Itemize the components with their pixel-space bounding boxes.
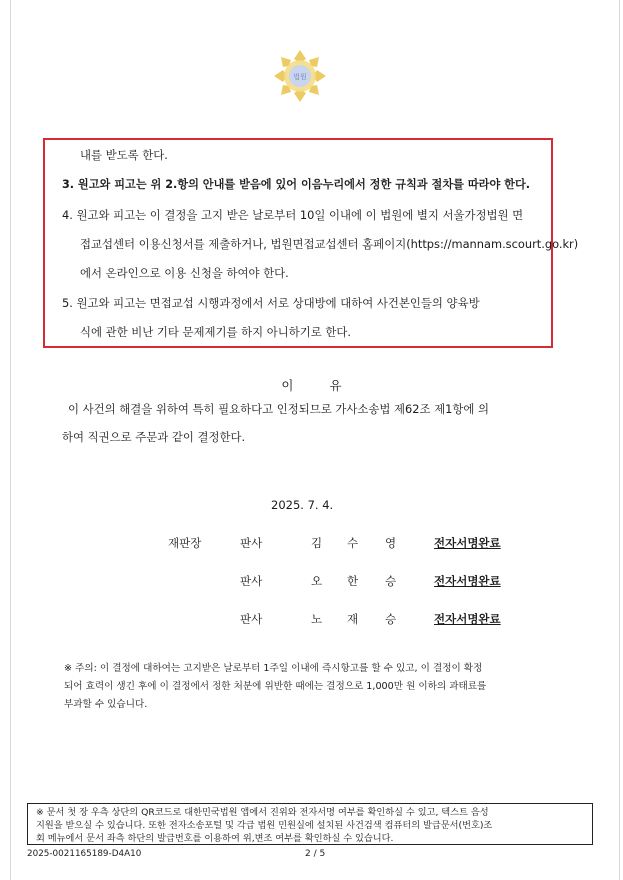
reason-title: 이유 [281,378,378,393]
emblem-label: 법원 [293,73,307,81]
judge-name-char: 영 [385,536,397,550]
order-line-continued: 내를 받도록 한다. [80,148,168,162]
document-number: 2025-0021165189-D4A10 [27,849,142,859]
judge-title: 판사 [240,612,263,626]
judge-row [0,611,623,631]
verification-footer-box [27,803,593,845]
order-item-5-line-2: 식에 관한 비난 기타 문제제기를 하지 아니하기로 한다. [80,325,352,339]
footer-line-1: ※ 문서 첫 장 우측 상단의 QR코드로 대한민국법원 앱에서 진위와 전자서명 여부를 확인하실 수 있고, 텍스트 음성 [36,807,489,818]
reason-line-2: 하여 직권으로 주문과 같이 결정한다. [62,430,246,444]
order-item-4-line-3: 에서 온라인으로 이용 신청을 하여야 한다. [80,266,289,280]
page-number: 2 / 5 [305,849,326,859]
judge-signature: 전자서명완료 [434,536,501,550]
order-item-3: 3. 원고와 피고는 위 2.항의 안내를 받음에 있어 이음누리에서 정한 규칙과 절차를 따라야 한다. [62,178,531,191]
notice [64,660,584,714]
notice-line-2: 되어 효력이 생긴 후에 이 결정에서 정한 처분에 위반한 때에는 결정으로 1,000만 원 이하의 과태료를 [64,681,487,692]
decision-date: 2025. 7. 4. [271,498,334,512]
order-item-4-line-2: 접교섭센터 이용신청서를 제출하거나, 법원면접교섭센터 홈페이지(https://mannam.scourt.go.kr) [80,237,579,251]
judge-signature: 전자서명완료 [434,574,501,588]
page-edge-left [10,0,11,880]
judge-role: 재판장 [168,536,202,550]
judge-name-char: 승 [385,612,397,626]
court-emblem-icon [271,47,329,105]
judge-title: 판사 [240,536,263,550]
judge-row [0,573,623,593]
notice-line-3: 부과할 수 있습니다. [64,699,148,710]
judge-name-char: 오 [311,574,323,588]
judge-title: 판사 [240,574,263,588]
judge-name-char: 수 [347,536,359,550]
judge-signature: 전자서명완료 [434,612,501,626]
judge-name-char: 재 [347,612,359,626]
judge-name-char: 승 [385,574,397,588]
page-edge-right [619,0,620,880]
judge-row [0,535,623,555]
judge-name-char: 한 [347,574,359,588]
footer-line-3: 회 메뉴에서 문서 좌측 하단의 발급번호를 이용하여 위,변조 여부를 확인하실 수 있습니다. [36,833,394,844]
footer-line-2: 지원을 받으실 수 있습니다. 또한 전자소송포털 및 각급 법원 민원실에 설치된 사건검색 컴퓨터의 발급문서(번호)조 [36,820,493,831]
order-item-5-line-1: 5. 원고와 피고는 면접교섭 시행과정에서 서로 상대방에 대하여 사건본인들의 양육방 [62,296,480,310]
judge-name-char: 김 [311,536,323,550]
order-item-4-line-1: 4. 원고와 피고는 이 결정을 고지 받은 날로부터 10일 이내에 이 법원에 별지 서울가정법원 면 [62,208,524,222]
judge-name-char: 노 [311,612,323,626]
reason-line-1: 이 사건의 해결을 위하여 특히 필요하다고 인정되므로 가사소송법 제62조 제1항에 의 [68,402,490,416]
notice-line-1: ※ 주의: 이 결정에 대하여는 고지받은 날로부터 1주일 이내에 즉시항고를 할 수 있고, 이 결정이 확정 [64,663,483,674]
